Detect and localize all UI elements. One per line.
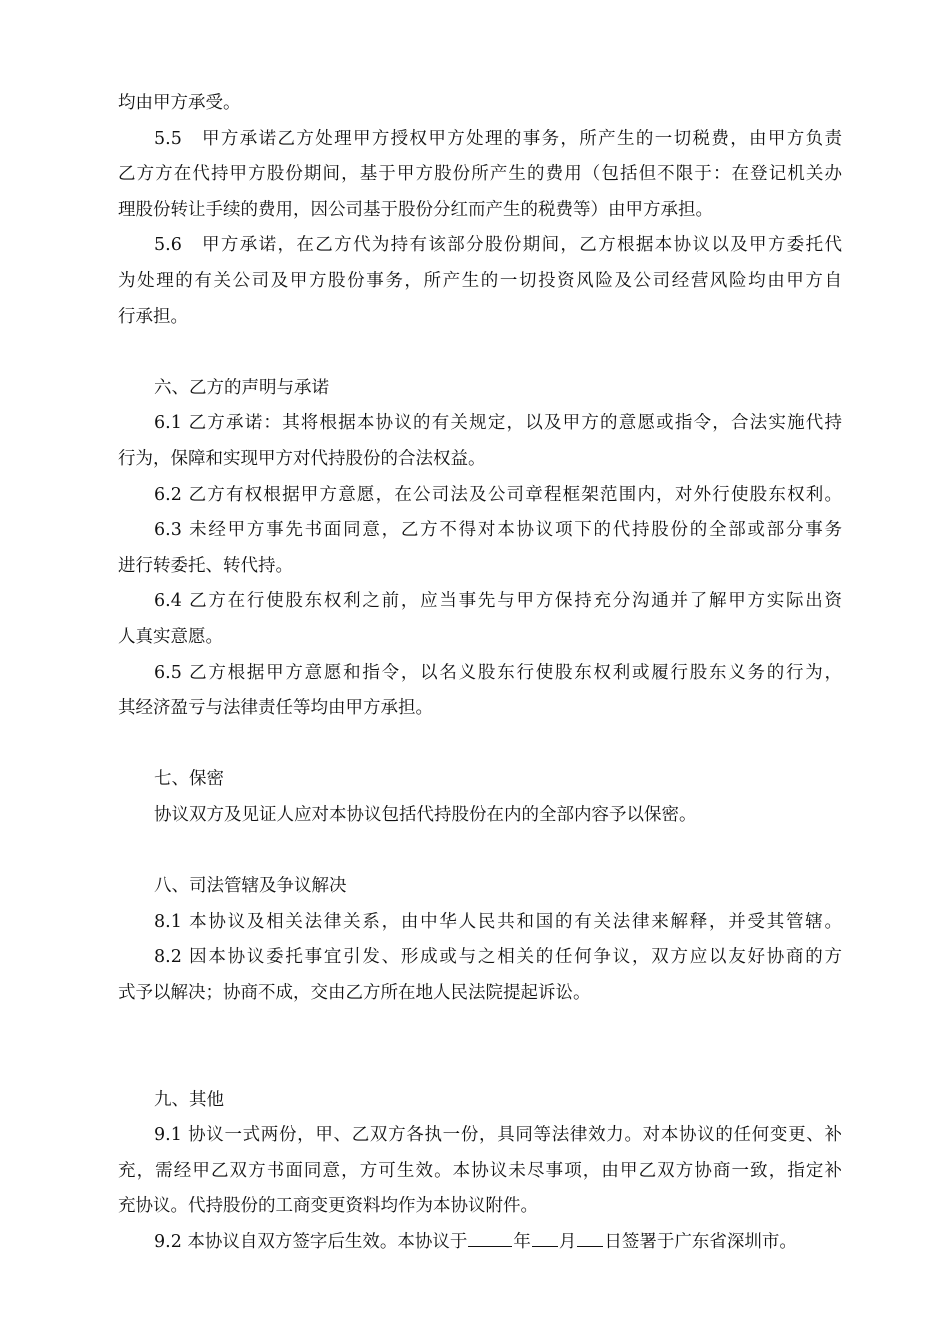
clause-6-5 — [118, 656, 842, 727]
section5-continuation: 均由甲方承受。 — [118, 93, 241, 113]
section-8-heading: 八、司法管辖及争议解决 — [154, 876, 347, 897]
clause-6-2-line-1: 6.2 乙方有权根据甲方意愿，在公司法及公司章程框架范围内，对外行使股东权利。 — [154, 484, 842, 505]
clause-5-6-line-2: 为处理的有关公司及甲方股份事务，所产生的一切投资风险及公司经营风险均由甲方自 — [118, 270, 842, 291]
clause-5-6 — [118, 228, 842, 335]
month-blank — [532, 1228, 558, 1247]
year-blank — [468, 1228, 512, 1247]
clause-8-1-line-1: 8.1 本协议及相关法律关系，由中华人民共和国的有关法律来解释，并受其管辖。 — [154, 911, 842, 932]
clause-5-5-line-2: 乙方方在代持甲方股份期间，基于甲方股份所产生的费用（包括但不限于：在登记机关办 — [118, 164, 842, 185]
section-7-body: 协议双方及见证人应对本协议包括代持股份在内的全部内容予以保密。 — [154, 804, 697, 825]
clause-9-1-line-3: 充协议。代持股份的工商变更资料均作为本协议附件。 — [118, 1196, 538, 1217]
clause-9-2 — [118, 1225, 842, 1261]
clause-6-2 — [118, 478, 842, 514]
month-label: 月 — [558, 1232, 577, 1252]
day-label-and-place: 日签署于广东省深圳市。 — [604, 1232, 797, 1252]
year-label: 年 — [513, 1232, 531, 1252]
clause-6-4-line-1: 6.4 乙方在行使股东权利之前，应当事先与甲方保持充分沟通并了解甲方实际出资 — [154, 591, 842, 612]
clause-5-6-line-1: 5.6 甲方承诺，在乙方代为持有该部分股份期间，乙方根据本协议以及甲方委托代 — [154, 235, 842, 256]
section-9-heading: 九、其他 — [154, 1089, 224, 1110]
clause-6-5-line-2: 其经济盈亏与法律责任等均由甲方承担。 — [118, 698, 433, 719]
spacer — [118, 335, 842, 371]
clause-9-1-line-1: 9.1 协议一式两份，甲、乙双方各执一份，具同等法律效力。对本协议的任何变更、补 — [154, 1125, 842, 1146]
clause-8-2-line-2: 式予以解决；协商不成，交由乙方所在地人民法院提起诉讼。 — [118, 982, 591, 1003]
clause-6-3-line-1: 6.3 未经甲方事先书面同意，乙方不得对本协议项下的代持股份的全部或部分事务 — [154, 520, 842, 541]
clause-6-4 — [118, 584, 842, 655]
day-blank — [577, 1228, 603, 1247]
spacer — [118, 1011, 842, 1082]
clause-9-1 — [118, 1118, 842, 1225]
section-6-heading: 六、乙方的声明与承诺 — [154, 377, 329, 398]
clause-9-2-text: 9.2 本协议自双方签字后生效。本协议于 — [154, 1232, 468, 1252]
clause-8-1 — [118, 905, 842, 941]
clause-6-1-line-1: 6.1 乙方承诺：其将根据本协议的有关规定，以及甲方的意愿或指令，合法实施代持 — [154, 413, 842, 434]
clause-8-2-line-1: 8.2 因本协议委托事宜引发、形成或与之相关的任何争议，双方应以友好协商的方 — [154, 947, 842, 968]
section-7-heading: 七、保密 — [154, 769, 224, 790]
clause-5-5 — [118, 122, 842, 229]
spacer — [118, 727, 842, 763]
clause-6-1 — [118, 406, 842, 477]
clause-6-3-line-2: 进行转委托、转代持。 — [118, 555, 293, 576]
document-page — [118, 86, 842, 1261]
clause-5-5-line-1: 5.5 甲方承诺乙方处理甲方授权甲方处理的事务，所产生的一切税费，由甲方负责 — [154, 128, 842, 149]
clause-5-6-line-3: 行承担。 — [118, 306, 188, 327]
clause-5-5-line-3: 理股份转让手续的费用，因公司基于股份分红而产生的税费等）由甲方承担。 — [118, 199, 713, 220]
clause-6-3 — [118, 513, 842, 584]
clause-6-5-line-1: 6.5 乙方根据甲方意愿和指令，以名义股东行使股东权利或履行股东义务的行为， — [154, 662, 842, 683]
spacer — [118, 833, 842, 869]
clause-8-2 — [118, 940, 842, 1011]
clause-9-1-line-2: 充，需经甲乙双方书面同意，方可生效。本协议未尽事项，由甲乙双方协商一致，指定补 — [118, 1160, 842, 1181]
clause-6-1-line-2: 行为，保障和实现甲方对代持股份的合法权益。 — [118, 448, 486, 469]
clause-6-4-line-2: 人真实意愿。 — [118, 626, 223, 647]
